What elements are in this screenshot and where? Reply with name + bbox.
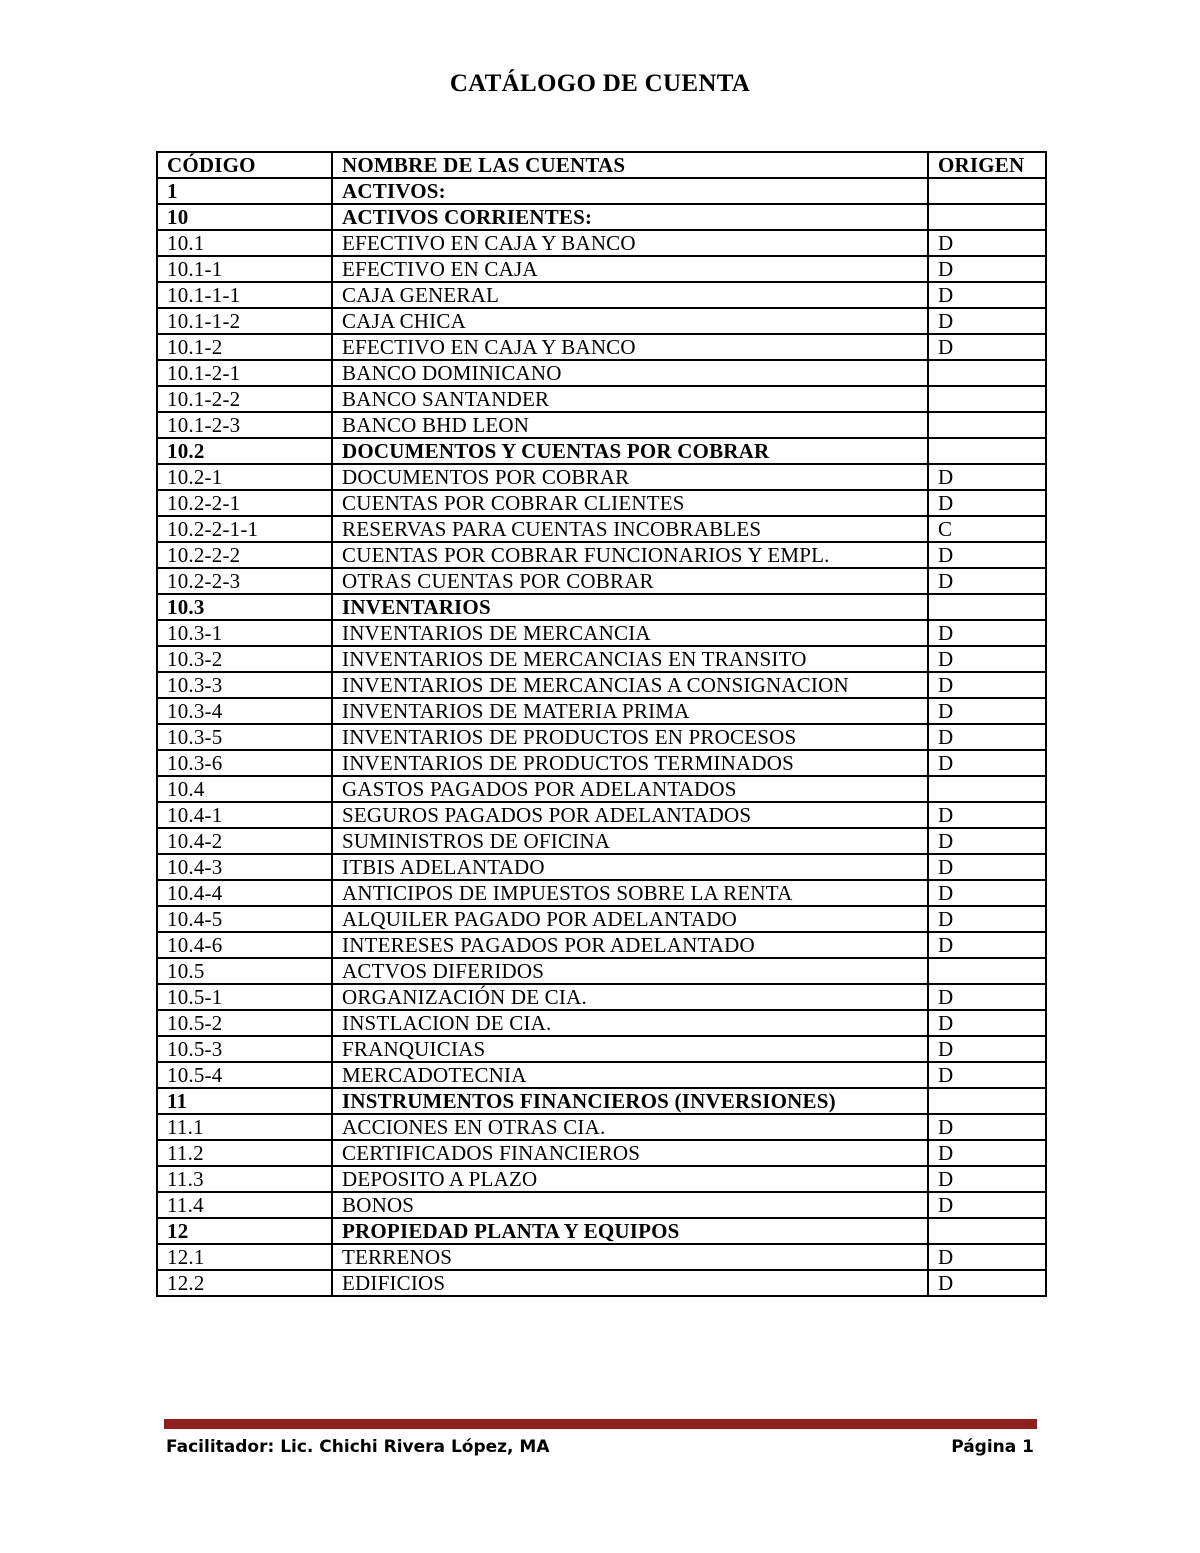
cell-origen: D bbox=[928, 1010, 1046, 1036]
cell-origen: D bbox=[928, 256, 1046, 282]
cell-origen: D bbox=[928, 880, 1046, 906]
header-origen: ORIGEN bbox=[928, 152, 1046, 178]
cell-codigo: 10.2-2-1 bbox=[157, 490, 332, 516]
cell-nombre: ACTIVOS: bbox=[332, 178, 928, 204]
cell-nombre: EFECTIVO EN CAJA Y BANCO bbox=[332, 230, 928, 256]
table-row bbox=[157, 464, 1046, 490]
cell-origen: D bbox=[928, 230, 1046, 256]
table-row bbox=[157, 646, 1046, 672]
cell-origen bbox=[928, 360, 1046, 386]
table-row bbox=[157, 1036, 1046, 1062]
table-row bbox=[157, 1114, 1046, 1140]
cell-origen: D bbox=[928, 698, 1046, 724]
table-row bbox=[157, 594, 1046, 620]
cell-nombre: ORGANIZACIÓN DE CIA. bbox=[332, 984, 928, 1010]
table-row bbox=[157, 1218, 1046, 1244]
cell-codigo: 10.3-3 bbox=[157, 672, 332, 698]
cell-nombre: DEPOSITO A PLAZO bbox=[332, 1166, 928, 1192]
cell-codigo: 10.1-2-2 bbox=[157, 386, 332, 412]
cell-codigo: 10.1-2 bbox=[157, 334, 332, 360]
cell-origen bbox=[928, 594, 1046, 620]
cell-nombre: MERCADOTECNIA bbox=[332, 1062, 928, 1088]
cell-origen: D bbox=[928, 1062, 1046, 1088]
table-row bbox=[157, 256, 1046, 282]
cell-nombre: INSTRUMENTOS FINANCIEROS (INVERSIONES) bbox=[332, 1088, 928, 1114]
cell-nombre: PROPIEDAD PLANTA Y EQUIPOS bbox=[332, 1218, 928, 1244]
cell-nombre: INVENTARIOS bbox=[332, 594, 928, 620]
cell-origen bbox=[928, 958, 1046, 984]
cell-nombre: RESERVAS PARA CUENTAS INCOBRABLES bbox=[332, 516, 928, 542]
table-row bbox=[157, 620, 1046, 646]
cell-origen: D bbox=[928, 464, 1046, 490]
cell-codigo: 10.5-1 bbox=[157, 984, 332, 1010]
table-row bbox=[157, 1010, 1046, 1036]
cell-origen: D bbox=[928, 802, 1046, 828]
cell-nombre: EFECTIVO EN CAJA Y BANCO bbox=[332, 334, 928, 360]
cell-codigo: 10.2-2-1-1 bbox=[157, 516, 332, 542]
cell-codigo: 10.3-1 bbox=[157, 620, 332, 646]
cell-codigo: 11.4 bbox=[157, 1192, 332, 1218]
cell-nombre: TERRENOS bbox=[332, 1244, 928, 1270]
cell-nombre: ITBIS ADELANTADO bbox=[332, 854, 928, 880]
cell-codigo: 12.1 bbox=[157, 1244, 332, 1270]
cell-nombre: EFECTIVO EN CAJA bbox=[332, 256, 928, 282]
table-row bbox=[157, 880, 1046, 906]
cell-origen: D bbox=[928, 906, 1046, 932]
cell-origen bbox=[928, 386, 1046, 412]
cell-origen: D bbox=[928, 620, 1046, 646]
cell-nombre: OTRAS CUENTAS POR COBRAR bbox=[332, 568, 928, 594]
footer-rule bbox=[164, 1419, 1037, 1429]
cell-origen: D bbox=[928, 282, 1046, 308]
table-row bbox=[157, 438, 1046, 464]
cell-codigo: 10.4 bbox=[157, 776, 332, 802]
cell-origen: D bbox=[928, 1244, 1046, 1270]
cell-origen: D bbox=[928, 1140, 1046, 1166]
cell-nombre: INVENTARIOS DE MERCANCIAS EN TRANSITO bbox=[332, 646, 928, 672]
table-row bbox=[157, 1192, 1046, 1218]
table-row bbox=[157, 490, 1046, 516]
table-row bbox=[157, 854, 1046, 880]
page-title: CATÁLOGO DE CUENTA bbox=[449, 70, 751, 97]
table-row bbox=[157, 204, 1046, 230]
table-body bbox=[157, 178, 1046, 1296]
cell-origen bbox=[928, 1088, 1046, 1114]
table-row bbox=[157, 1140, 1046, 1166]
cell-nombre: BANCO BHD LEON bbox=[332, 412, 928, 438]
table-row bbox=[157, 750, 1046, 776]
cell-codigo: 10.4-6 bbox=[157, 932, 332, 958]
table-row bbox=[157, 1062, 1046, 1088]
cell-codigo: 12.2 bbox=[157, 1270, 332, 1296]
cell-codigo: 12 bbox=[157, 1218, 332, 1244]
cell-codigo: 10.5-4 bbox=[157, 1062, 332, 1088]
cell-nombre: INVENTARIOS DE MERCANCIA bbox=[332, 620, 928, 646]
cell-origen: D bbox=[928, 1114, 1046, 1140]
cell-origen: D bbox=[928, 334, 1046, 360]
cell-nombre: SUMINISTROS DE OFICINA bbox=[332, 828, 928, 854]
cell-codigo: 10.1-1-1 bbox=[157, 282, 332, 308]
cell-codigo: 10.3-5 bbox=[157, 724, 332, 750]
cell-codigo: 10.4-1 bbox=[157, 802, 332, 828]
cell-codigo: 11.1 bbox=[157, 1114, 332, 1140]
cell-nombre: INVENTARIOS DE MATERIA PRIMA bbox=[332, 698, 928, 724]
cell-nombre: CUENTAS POR COBRAR CLIENTES bbox=[332, 490, 928, 516]
cell-codigo: 10.5-3 bbox=[157, 1036, 332, 1062]
cell-origen: D bbox=[928, 984, 1046, 1010]
cell-nombre: CAJA CHICA bbox=[332, 308, 928, 334]
cell-nombre: GASTOS PAGADOS POR ADELANTADOS bbox=[332, 776, 928, 802]
table-row bbox=[157, 412, 1046, 438]
cell-origen: D bbox=[928, 724, 1046, 750]
table-row bbox=[157, 334, 1046, 360]
cell-nombre: FRANQUICIAS bbox=[332, 1036, 928, 1062]
cell-origen: D bbox=[928, 490, 1046, 516]
table-row bbox=[157, 516, 1046, 542]
table-row bbox=[157, 672, 1046, 698]
table-row bbox=[157, 360, 1046, 386]
cell-nombre: INSTLACION DE CIA. bbox=[332, 1010, 928, 1036]
cell-nombre: INVENTARIOS DE PRODUCTOS EN PROCESOS bbox=[332, 724, 928, 750]
cell-codigo: 10.2-2-2 bbox=[157, 542, 332, 568]
cell-origen: D bbox=[928, 854, 1046, 880]
cell-nombre: ANTICIPOS DE IMPUESTOS SOBRE LA RENTA bbox=[332, 880, 928, 906]
cell-origen bbox=[928, 204, 1046, 230]
cell-codigo: 10.2 bbox=[157, 438, 332, 464]
table-row bbox=[157, 282, 1046, 308]
table-row bbox=[157, 230, 1046, 256]
cell-origen: D bbox=[928, 1192, 1046, 1218]
cell-origen: D bbox=[928, 646, 1046, 672]
table-row bbox=[157, 984, 1046, 1010]
table-row bbox=[157, 178, 1046, 204]
cell-codigo: 11.2 bbox=[157, 1140, 332, 1166]
cell-origen: C bbox=[928, 516, 1046, 542]
cell-origen: D bbox=[928, 568, 1046, 594]
cell-nombre: ACTIVOS CORRIENTES: bbox=[332, 204, 928, 230]
cell-nombre: INTERESES PAGADOS POR ADELANTADO bbox=[332, 932, 928, 958]
cell-origen: D bbox=[928, 1036, 1046, 1062]
cell-origen bbox=[928, 776, 1046, 802]
cell-codigo: 11.3 bbox=[157, 1166, 332, 1192]
table-row bbox=[157, 308, 1046, 334]
cell-codigo: 10.3-2 bbox=[157, 646, 332, 672]
cell-codigo: 10.4-5 bbox=[157, 906, 332, 932]
cell-codigo: 10.5 bbox=[157, 958, 332, 984]
cell-codigo: 10.2-2-3 bbox=[157, 568, 332, 594]
cell-codigo: 10.1-2-3 bbox=[157, 412, 332, 438]
table-row bbox=[157, 698, 1046, 724]
cell-codigo: 10.1-1 bbox=[157, 256, 332, 282]
cell-codigo: 10 bbox=[157, 204, 332, 230]
table-row bbox=[157, 386, 1046, 412]
table-row bbox=[157, 542, 1046, 568]
cell-nombre: CERTIFICADOS FINANCIEROS bbox=[332, 1140, 928, 1166]
cell-origen: D bbox=[928, 1270, 1046, 1296]
table-row bbox=[157, 568, 1046, 594]
cell-nombre: INVENTARIOS DE PRODUCTOS TERMINADOS bbox=[332, 750, 928, 776]
table-header-row bbox=[157, 152, 1046, 178]
cell-origen bbox=[928, 178, 1046, 204]
footer-page-number: Página 1 bbox=[951, 1437, 1034, 1457]
cell-nombre: CUENTAS POR COBRAR FUNCIONARIOS Y EMPL. bbox=[332, 542, 928, 568]
cell-nombre: BONOS bbox=[332, 1192, 928, 1218]
cell-origen bbox=[928, 1218, 1046, 1244]
cell-origen bbox=[928, 412, 1046, 438]
table-row bbox=[157, 958, 1046, 984]
cell-codigo: 10.2-1 bbox=[157, 464, 332, 490]
cell-nombre: CAJA GENERAL bbox=[332, 282, 928, 308]
cell-nombre: DOCUMENTOS POR COBRAR bbox=[332, 464, 928, 490]
cell-nombre: BANCO SANTANDER bbox=[332, 386, 928, 412]
cell-codigo: 10.3-6 bbox=[157, 750, 332, 776]
cell-origen: D bbox=[928, 932, 1046, 958]
cell-codigo: 10.1-2-1 bbox=[157, 360, 332, 386]
cell-nombre: DOCUMENTOS Y CUENTAS POR COBRAR bbox=[332, 438, 928, 464]
table-row bbox=[157, 828, 1046, 854]
cell-codigo: 10.1 bbox=[157, 230, 332, 256]
cell-codigo: 11 bbox=[157, 1088, 332, 1114]
cell-origen bbox=[928, 438, 1046, 464]
cell-codigo: 10.3-4 bbox=[157, 698, 332, 724]
table-row bbox=[157, 1270, 1046, 1296]
cell-origen: D bbox=[928, 542, 1046, 568]
table-row bbox=[157, 724, 1046, 750]
cell-codigo: 10.1-1-2 bbox=[157, 308, 332, 334]
cell-origen: D bbox=[928, 750, 1046, 776]
cell-nombre: EDIFICIOS bbox=[332, 1270, 928, 1296]
cell-origen: D bbox=[928, 1166, 1046, 1192]
cell-codigo: 10.3 bbox=[157, 594, 332, 620]
table-row bbox=[157, 776, 1046, 802]
cell-codigo: 10.5-2 bbox=[157, 1010, 332, 1036]
cell-nombre: ACCIONES EN OTRAS CIA. bbox=[332, 1114, 928, 1140]
cell-origen: D bbox=[928, 672, 1046, 698]
table-row bbox=[157, 1166, 1046, 1192]
header-codigo: CÓDIGO bbox=[157, 152, 332, 178]
table-row bbox=[157, 1244, 1046, 1270]
header-nombre: NOMBRE DE LAS CUENTAS bbox=[332, 152, 928, 178]
table-row bbox=[157, 802, 1046, 828]
cell-codigo: 10.4-3 bbox=[157, 854, 332, 880]
cell-nombre: BANCO DOMINICANO bbox=[332, 360, 928, 386]
account-catalog-table bbox=[156, 151, 1047, 1297]
table-row bbox=[157, 1088, 1046, 1114]
cell-codigo: 1 bbox=[157, 178, 332, 204]
cell-nombre: SEGUROS PAGADOS POR ADELANTADOS bbox=[332, 802, 928, 828]
table-row bbox=[157, 906, 1046, 932]
cell-codigo: 10.4-4 bbox=[157, 880, 332, 906]
footer-facilitator: Facilitador: Lic. Chichi Rivera López, MA bbox=[166, 1437, 550, 1457]
cell-nombre: ACTVOS DIFERIDOS bbox=[332, 958, 928, 984]
cell-origen: D bbox=[928, 308, 1046, 334]
cell-origen: D bbox=[928, 828, 1046, 854]
table-row bbox=[157, 932, 1046, 958]
cell-codigo: 10.4-2 bbox=[157, 828, 332, 854]
cell-nombre: INVENTARIOS DE MERCANCIAS A CONSIGNACION bbox=[332, 672, 928, 698]
cell-nombre: ALQUILER PAGADO POR ADELANTADO bbox=[332, 906, 928, 932]
